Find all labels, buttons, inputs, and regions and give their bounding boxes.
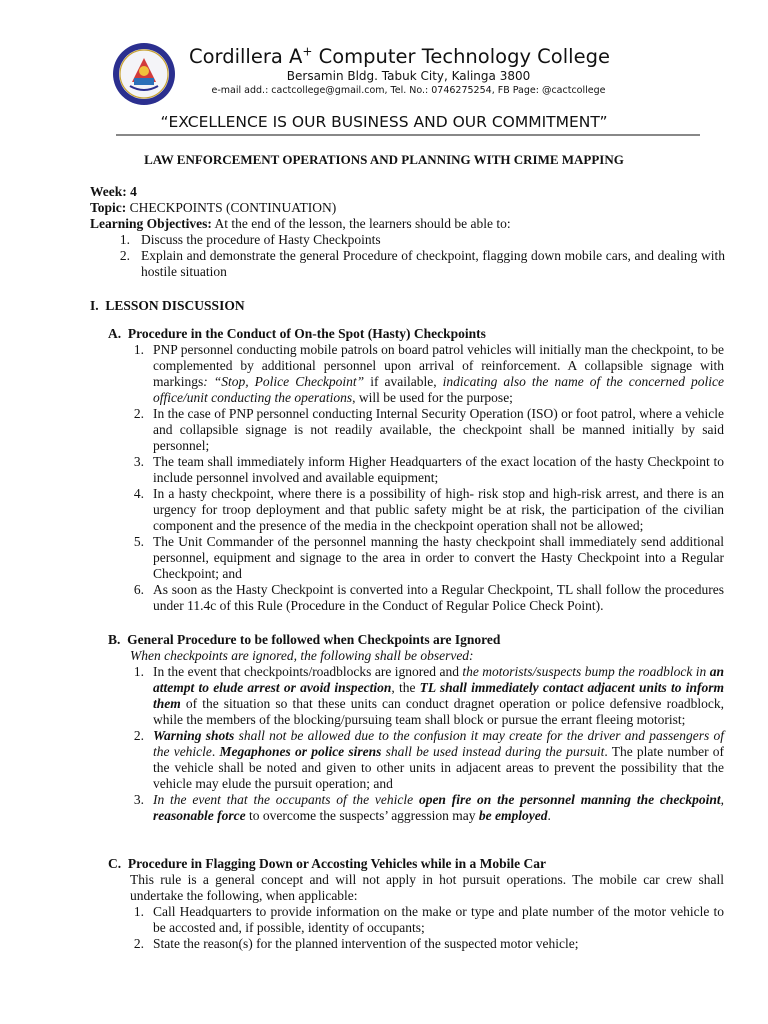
college-motto: “EXCELLENCE IS OUR BUSINESS AND OUR COMMITMENT” [160,113,608,131]
objective-item: 2. Explain and demonstrate the general Procedure of checkpoint, flagging down mobile cars, and dealing with hostile situation [119,248,725,279]
section-a-item: 4. In a hasty checkpoint, where there is a possibility of high- risk stop and high-risk arrest, and there is an urgency for troop deployment and that public safety might be at risk, the participation of the civilian component and the presence of the media in the checkpoint operation shall not be allowed; [133,486,724,533]
section-a-item: 5. The Unit Commander of the personnel manning the hasty checkpoint shall immediately send additional personnel, equipment and signage to the area in order to convert the Hasty Checkpoint into a Regular Checkpoint; and [133,534,724,581]
document-body [0,150,768,951]
section-c-intro: This rule is a general concept and will not apply in hot pursuit operations. The mobile car crew shall undertake the following, when applicable: [130,872,724,903]
letterhead [0,0,768,140]
section-c-heading: C. Procedure in Flagging Down or Accosting Vehicles while in a Mobile Car [108,856,546,871]
objective-item: 1. Discuss the procedure of Hasty Checkpoints [119,232,381,247]
section-a-item: 3. The team shall immediately inform Higher Headquarters of the exact location of the hasty Checkpoint to include personnel involved and available equipment; [133,454,724,485]
section-b-intro: When checkpoints are ignored, the following shall be observed: [130,648,474,663]
lesson-heading: I. LESSON DISCUSSION [90,298,245,313]
section-b-item: 3. In the event that the occupants of the vehicle open fire on the personnel manning the checkpoint, reasonable force to overcome the suspects’ aggression may be employed. [133,792,724,823]
objectives-line: Learning Objectives: At the end of the lesson, the learners should be able to: [90,216,511,231]
college-address: Bersamin Bldg. Tabuk City, Kalinga 3800 [286,69,531,83]
topic-line: Topic: CHECKPOINTS (CONTINUATION) [90,200,337,215]
section-a-heading: A. Procedure in the Conduct of On-the Spot (Hasty) Checkpoints [108,326,486,341]
section-c-item: 1. Call Headquarters to provide information on the make or type and plate number of the motor vehicle to be accosted and, if possible, identity of occupants; [133,904,724,935]
week-label: Week: 4 [90,184,137,199]
section-b-item: 1. In the event that checkpoints/roadblocks are ignored and the motorists/suspects bump the roadblock in an attempt to elude arrest or avoid inspection, the TL shall immediately contact adjacent units to inform them of the situation so that these units can conduct dragnet operation or police defensive roadblock, while the members of the blocking/pursuing team shall block or pursue the errant fleeing motorist; [133,664,724,727]
header-divider [116,134,700,136]
section-c-item: 2. State the reason(s) for the planned intervention of the suspected motor vehicle; [133,936,579,951]
section-b-heading: B. General Procedure to be followed when Checkpoints are Ignored [108,632,501,647]
college-contact: e-mail add.: cactcollege@gmail.com, Tel. No.: 0746275254, FB Page: @cactcollege [211,85,606,96]
section-a-item: 1. PNP personnel conducting mobile patrols on board patrol vehicles will initially man the checkpoint, to be complemented by additional personnel upon arrival of reinforcement. A collapsible signage with markings: “Stop, Police Checkpoint” if available, indicating also the name of the concerned police office/unit conducting the operations, will be used for the purpose; [133,342,725,405]
document-title: LAW ENFORCEMENT OPERATIONS AND PLANNING WITH CRIME MAPPING [144,152,624,167]
section-a-item: 2. In the case of PNP personnel conducting Internal Security Operation (ISO) or foot patrol, where a vehicle and collapsible signage is not readily available, the checkpoint shall be manned initially by said personnel; [133,406,724,453]
college-name: Cordillera A+ Computer Technology College [189,44,610,68]
section-a-item: 6. As soon as the Hasty Checkpoint is converted into a Regular Checkpoint, TL shall follow the procedures under 11.4c of this Rule (Procedure in the Conduct of Regular Police Check Point). [133,582,724,613]
section-b-item: 2. Warning shots shall not be allowed due to the confusion it may create for the driver and passengers of the vehicle. Megaphones or police sirens shall be used instead during the pursuit. The plate number of the vehicle shall be noted and given to other units in adjacent areas to prevent the possibility that the vehicle may elude the pursuit operation; and [133,728,725,791]
